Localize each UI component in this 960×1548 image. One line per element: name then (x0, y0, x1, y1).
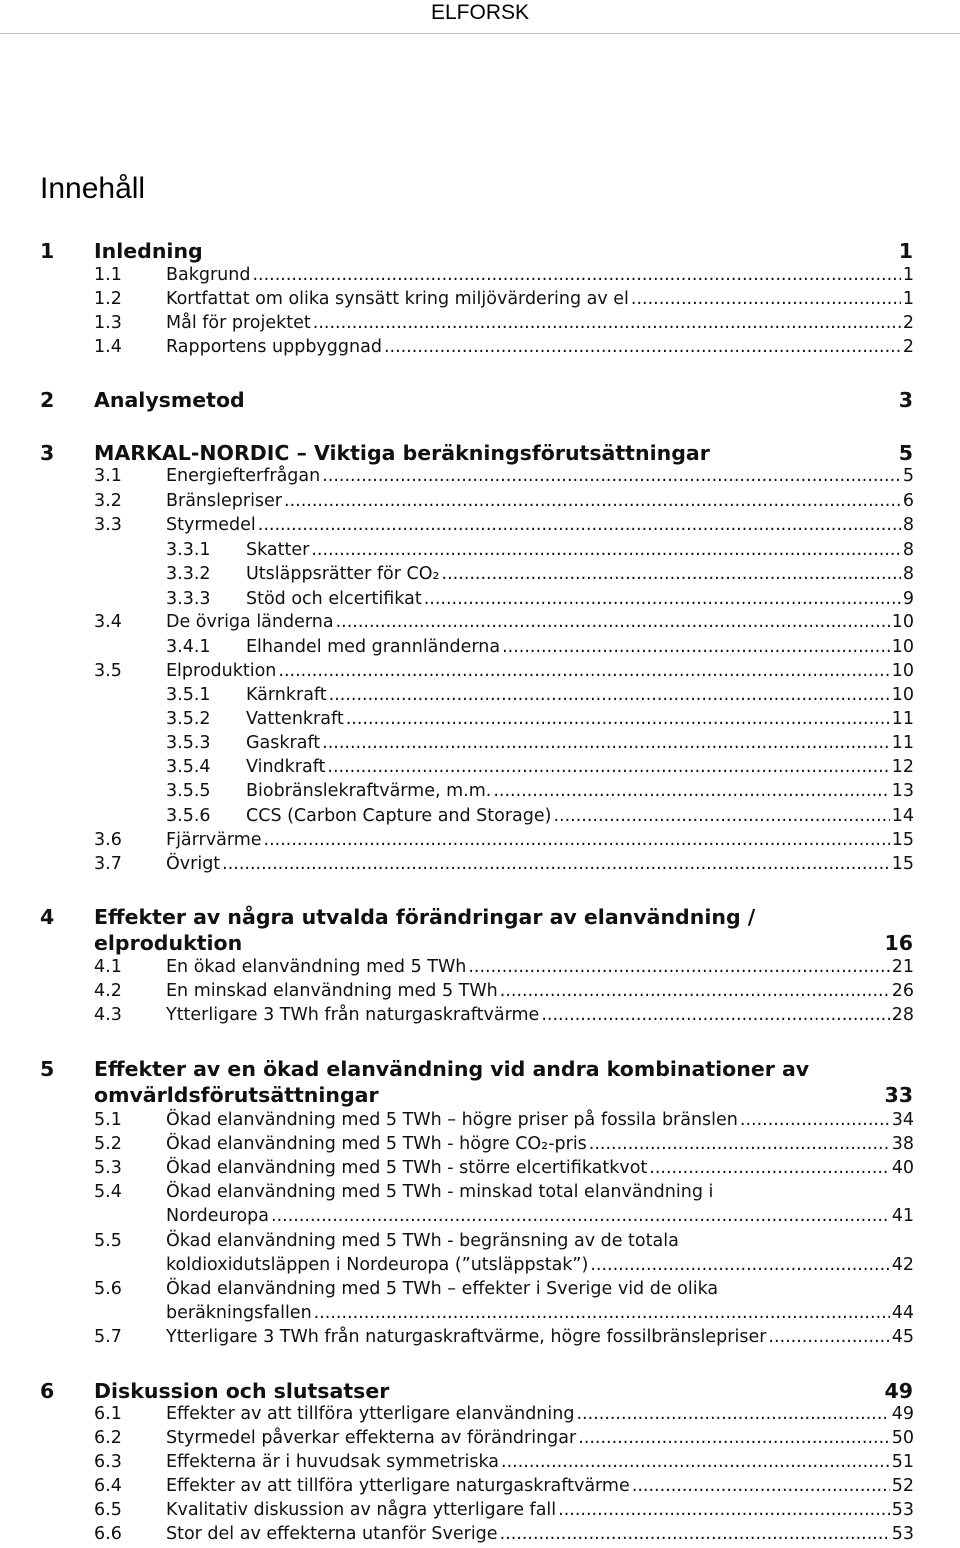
toc-entry-number: 1 (40, 239, 55, 263)
toc-entry-number: 3.3.1 (166, 540, 211, 560)
toc-entry-number: 1.2 (94, 289, 122, 309)
toc-entry-title: Vattenkraft (246, 709, 344, 729)
toc-leader-line (166, 1404, 914, 1424)
toc-leader-line (166, 1476, 914, 1496)
toc-page-number: 52 (891, 1476, 914, 1496)
toc-page-number: 53 (891, 1500, 914, 1520)
toc-entry-number: 6.3 (94, 1452, 122, 1472)
dot-leader (502, 637, 890, 657)
toc-page-number: 11 (891, 733, 914, 753)
toc-entry-title: Bakgrund (166, 265, 251, 285)
toc-chapter-title-continued: omvärldsförutsättningar (94, 1083, 379, 1107)
toc-entry-number: 3.6 (94, 830, 122, 850)
dot-leader (271, 1206, 890, 1226)
toc-entry-title: Ökad elanvändning med 5 TWh – högre priser på fossila bränslen (166, 1110, 738, 1130)
toc-entry-number: 5 (40, 1057, 55, 1081)
toc-leader-line (166, 1158, 914, 1178)
dot-leader (493, 781, 889, 801)
toc-entry-title: Styrmedel påverkar effekterna av förändringar (166, 1428, 577, 1448)
toc-leader-line (166, 1255, 914, 1275)
toc-entry-number: 5.2 (94, 1134, 122, 1154)
toc-page-number: 8 (902, 515, 914, 535)
toc-page-number: 5 (902, 466, 914, 486)
dot-leader (649, 1158, 889, 1178)
toc-page-number: 15 (891, 854, 914, 874)
toc-leader-line (166, 1206, 914, 1226)
toc-entry-title: Styrmedel (166, 515, 256, 535)
toc-entry-number: 4 (40, 905, 55, 929)
toc-entry-number: 3.5 (94, 661, 122, 681)
toc-leader-line (166, 313, 914, 333)
toc-entry-number: 5.5 (94, 1231, 122, 1251)
toc-page-number: 26 (891, 981, 914, 1001)
toc-leader-line (166, 1110, 914, 1130)
dot-leader (322, 733, 890, 753)
toc-page-number: 44 (891, 1303, 914, 1323)
toc-page-number: 16 (884, 931, 913, 955)
toc-page-number: 42 (891, 1255, 914, 1275)
dot-leader (327, 757, 889, 777)
toc-leader-line (246, 709, 914, 729)
toc-entry-number: 5.3 (94, 1158, 122, 1178)
toc-entry-title: Energiefterfrågan (166, 466, 321, 486)
toc-chapter-title: Effekter av några utvalda förändringar av elanvändning / (94, 905, 756, 929)
dot-leader (314, 1303, 890, 1323)
toc-entry-number: 3.4.1 (166, 637, 211, 657)
toc-entry-number: 3.5.6 (166, 806, 211, 826)
dot-leader (336, 612, 890, 632)
dot-leader (576, 1404, 889, 1424)
toc-leader-line (246, 637, 914, 657)
toc-page-number: 9 (902, 589, 914, 609)
toc-entry-number: 3.5.4 (166, 757, 211, 777)
toc-page-number: 33 (884, 1083, 913, 1107)
toc-page-number: 6 (902, 491, 914, 511)
toc-leader-line (246, 781, 914, 801)
toc-entry-number: 6.2 (94, 1428, 122, 1448)
toc-chapter-title: Inledning (94, 239, 203, 263)
toc-page-number: 5 (898, 441, 913, 465)
toc-leader-line (246, 540, 914, 560)
dot-leader (252, 265, 900, 285)
dot-leader (329, 685, 890, 705)
toc-page-number: 45 (891, 1327, 914, 1347)
dot-leader (589, 1134, 890, 1154)
toc-page-number: 13 (891, 781, 914, 801)
dot-leader (222, 854, 890, 874)
toc-entry-title: Ökad elanvändning med 5 TWh - minskad total elanvändning i (166, 1182, 714, 1202)
toc-entry-title: Ökad elanvändning med 5 TWh - högre CO₂-pris (166, 1134, 587, 1154)
toc-chapter-title: Diskussion och slutsatser (94, 1379, 390, 1403)
toc-leader-line (166, 1303, 914, 1323)
toc-entry-title: Ytterligare 3 TWh från naturgaskraftvärme (166, 1005, 540, 1025)
toc-entry-title: Effekter av att tillföra ytterligare elanvändning (166, 1404, 575, 1424)
toc-leader-line (166, 1500, 914, 1520)
toc-entry-title-continued: Nordeuropa (166, 1206, 270, 1226)
dot-leader (346, 709, 890, 729)
dot-leader (590, 1255, 889, 1275)
toc-entry-number: 3.2 (94, 491, 122, 511)
dot-leader (424, 589, 901, 609)
toc-page-number: 10 (891, 661, 914, 681)
toc-entry-number: 5.4 (94, 1182, 122, 1202)
toc-entry-title: De övriga länderna (166, 612, 334, 632)
toc-page-number: 10 (891, 612, 914, 632)
toc-entry-number: 3.3.2 (166, 564, 211, 584)
header-title: ELFORSK (430, 1, 530, 24)
toc-page-number: 38 (891, 1134, 914, 1154)
dot-leader (442, 564, 901, 584)
toc-page-number: 14 (891, 806, 914, 826)
toc-leader-line (166, 830, 914, 850)
toc-leader-line (166, 1327, 914, 1347)
dot-leader (541, 1005, 889, 1025)
toc-page-number: 1 (902, 289, 914, 309)
toc-leader-line (166, 957, 914, 977)
toc-leader-line (166, 515, 914, 535)
toc-page-number: 28 (891, 1005, 914, 1025)
toc-page-number: 51 (891, 1452, 914, 1472)
toc-leader-line (246, 733, 914, 753)
toc-entry-title: Gaskraft (246, 733, 321, 753)
toc-entry-number: 3.5.3 (166, 733, 211, 753)
toc-entry-title: Vindkraft (246, 757, 326, 777)
toc-entry-title: Bränslepriser (166, 491, 283, 511)
dot-leader (278, 661, 889, 681)
toc-entry-number: 3.3 (94, 515, 122, 535)
toc-entry-number: 6 (40, 1379, 55, 1403)
toc-page-number: 8 (902, 540, 914, 560)
toc-leader-line (246, 589, 914, 609)
toc-chapter-title: Analysmetod (94, 388, 245, 412)
toc-leader-line (166, 1134, 914, 1154)
toc-entry-number: 3.5.5 (166, 781, 211, 801)
toc-leader-line (246, 806, 914, 826)
toc-entry-number: 5.1 (94, 1110, 122, 1130)
dot-leader (258, 515, 901, 535)
toc-leader-line (166, 612, 914, 632)
toc-entry-title: Kortfattat om olika synsätt kring miljövärdering av el (166, 289, 629, 309)
toc-chapter-title-continued: elproduktion (94, 931, 243, 955)
toc-leader-line (166, 1005, 914, 1025)
toc-page-number: 11 (891, 709, 914, 729)
toc-leader-line (166, 265, 914, 285)
toc-page-number: 49 (891, 1404, 914, 1424)
dot-leader (468, 957, 889, 977)
toc-entry-title-continued: beräkningsfallen (166, 1303, 312, 1323)
toc-entry-title: Ökad elanvändning med 5 TWh - större elcertifikatkvot (166, 1158, 648, 1178)
dot-leader (313, 313, 901, 333)
toc-entry-title: Effekterna är i huvudsak symmetriska (166, 1452, 500, 1472)
toc-entry-number: 1.4 (94, 337, 122, 357)
toc-entry-number: 1.1 (94, 265, 122, 285)
toc-entry-title: Kärnkraft (246, 685, 327, 705)
toc-chapter-title: MARKAL-NORDIC – Viktiga beräkningsförutsättningar (94, 441, 710, 465)
toc-entry-number: 3.1 (94, 466, 122, 486)
toc-title: Innehåll (40, 172, 146, 205)
toc-entry-title: Elproduktion (166, 661, 277, 681)
dot-leader (264, 830, 890, 850)
toc-entry-number: 4.3 (94, 1005, 122, 1025)
toc-entry-title: Elhandel med grannländerna (246, 637, 501, 657)
dot-leader (384, 337, 901, 357)
dot-leader (632, 1476, 890, 1496)
toc-entry-number: 6.4 (94, 1476, 122, 1496)
dot-leader (322, 466, 901, 486)
toc-leader-line (166, 1452, 914, 1472)
toc-page-number: 49 (884, 1379, 913, 1403)
toc-entry-number: 3.7 (94, 854, 122, 874)
toc-entry-title: Stor del av effekterna utanför Sverige (166, 1524, 498, 1544)
toc-leader-line (166, 661, 914, 681)
toc-entry-number: 6.6 (94, 1524, 122, 1544)
toc-entry-number: 3.5.2 (166, 709, 211, 729)
toc-entry-title: Fjärrvärme (166, 830, 262, 850)
toc-entry-number: 5.6 (94, 1279, 122, 1299)
toc-page-number: 8 (902, 564, 914, 584)
dot-leader (768, 1327, 889, 1347)
toc-entry-title: Rapportens uppbyggnad (166, 337, 382, 357)
toc-page-number: 1 (898, 239, 913, 263)
toc-leader-line (246, 757, 914, 777)
dot-leader (284, 491, 901, 511)
toc-entry-number: 4.2 (94, 981, 122, 1001)
toc-entry-number: 4.1 (94, 957, 122, 977)
toc-leader-line (166, 1428, 914, 1448)
dot-leader (553, 806, 889, 826)
toc-entry-title: En minskad elanvändning med 5 TWh (166, 981, 498, 1001)
toc-entry-title: Ytterligare 3 TWh från naturgaskraftvärme, högre fossilbränslepriser (166, 1327, 767, 1347)
toc-page-number: 10 (891, 685, 914, 705)
toc-entry-title: Ökad elanvändning med 5 TWh - begränsning av de totala (166, 1231, 679, 1251)
dot-leader (500, 1524, 890, 1544)
toc-page-number: 53 (891, 1524, 914, 1544)
dot-leader (740, 1110, 890, 1130)
toc-entry-number: 1.3 (94, 313, 122, 333)
toc-entry-title: En ökad elanvändning med 5 TWh (166, 957, 467, 977)
toc-chapter-title: Effekter av en ökad elanvändning vid andra kombinationer av (94, 1057, 810, 1081)
toc-page-number: 1 (902, 265, 914, 285)
toc-page-number: 41 (891, 1206, 914, 1226)
toc-entry-title: Kvalitativ diskussion av några ytterligare fall (166, 1500, 557, 1520)
toc-entry-title: Ökad elanvändning med 5 TWh – effekter i Sverige vid de olika (166, 1279, 719, 1299)
toc-entry-number: 3.5.1 (166, 685, 211, 705)
toc-page-number: 2 (902, 313, 914, 333)
toc-leader-line (166, 1524, 914, 1544)
toc-page-number: 3 (898, 388, 913, 412)
dot-leader (631, 289, 901, 309)
toc-entry-title: Biobränslekraftvärme, m.m. (246, 781, 492, 801)
toc-entry-number: 3.3.3 (166, 589, 211, 609)
toc-entry-title: Mål för projektet (166, 313, 311, 333)
toc-page-number: 40 (891, 1158, 914, 1178)
toc-entry-title-continued: koldioxidutsläppen i Nordeuropa (”utsläppstak”) (166, 1255, 589, 1275)
page-header (0, 0, 960, 34)
toc-leader-line (166, 854, 914, 874)
toc-entry-number: 3.4 (94, 612, 122, 632)
toc-leader-line (166, 289, 914, 309)
toc-leader-line (246, 564, 914, 584)
toc-leader-line (166, 337, 914, 357)
toc-entry-title: Skatter (246, 540, 310, 560)
toc-page-number: 2 (902, 337, 914, 357)
toc-entry-title: Utsläppsrätter för CO₂ (246, 564, 440, 584)
dot-leader (558, 1500, 890, 1520)
header-rule (0, 33, 960, 34)
toc-leader-line (166, 466, 914, 486)
toc-page-number: 12 (891, 757, 914, 777)
toc-entry-title: Effekter av att tillföra ytterligare naturgaskraftvärme (166, 1476, 630, 1496)
toc-entry-number: 5.7 (94, 1327, 122, 1347)
toc-page-number: 15 (891, 830, 914, 850)
toc-entry-title: Övrigt (166, 854, 221, 874)
toc-entry-number: 2 (40, 388, 55, 412)
toc-entry-number: 6.1 (94, 1404, 122, 1424)
toc-leader-line (246, 685, 914, 705)
toc-entry-title: Stöd och elcertifikat (246, 589, 422, 609)
toc-entry-number: 3 (40, 441, 55, 465)
toc-leader-line (166, 981, 914, 1001)
toc-page-number: 34 (891, 1110, 914, 1130)
toc-page-number: 21 (891, 957, 914, 977)
dot-leader (311, 540, 901, 560)
toc-entry-number: 6.5 (94, 1500, 122, 1520)
toc-leader-line (166, 491, 914, 511)
toc-page-number: 50 (891, 1428, 914, 1448)
dot-leader (578, 1428, 890, 1448)
dot-leader (500, 981, 890, 1001)
toc-page-number: 10 (891, 637, 914, 657)
dot-leader (501, 1452, 890, 1472)
toc-entry-title: CCS (Carbon Capture and Storage) (246, 806, 552, 826)
